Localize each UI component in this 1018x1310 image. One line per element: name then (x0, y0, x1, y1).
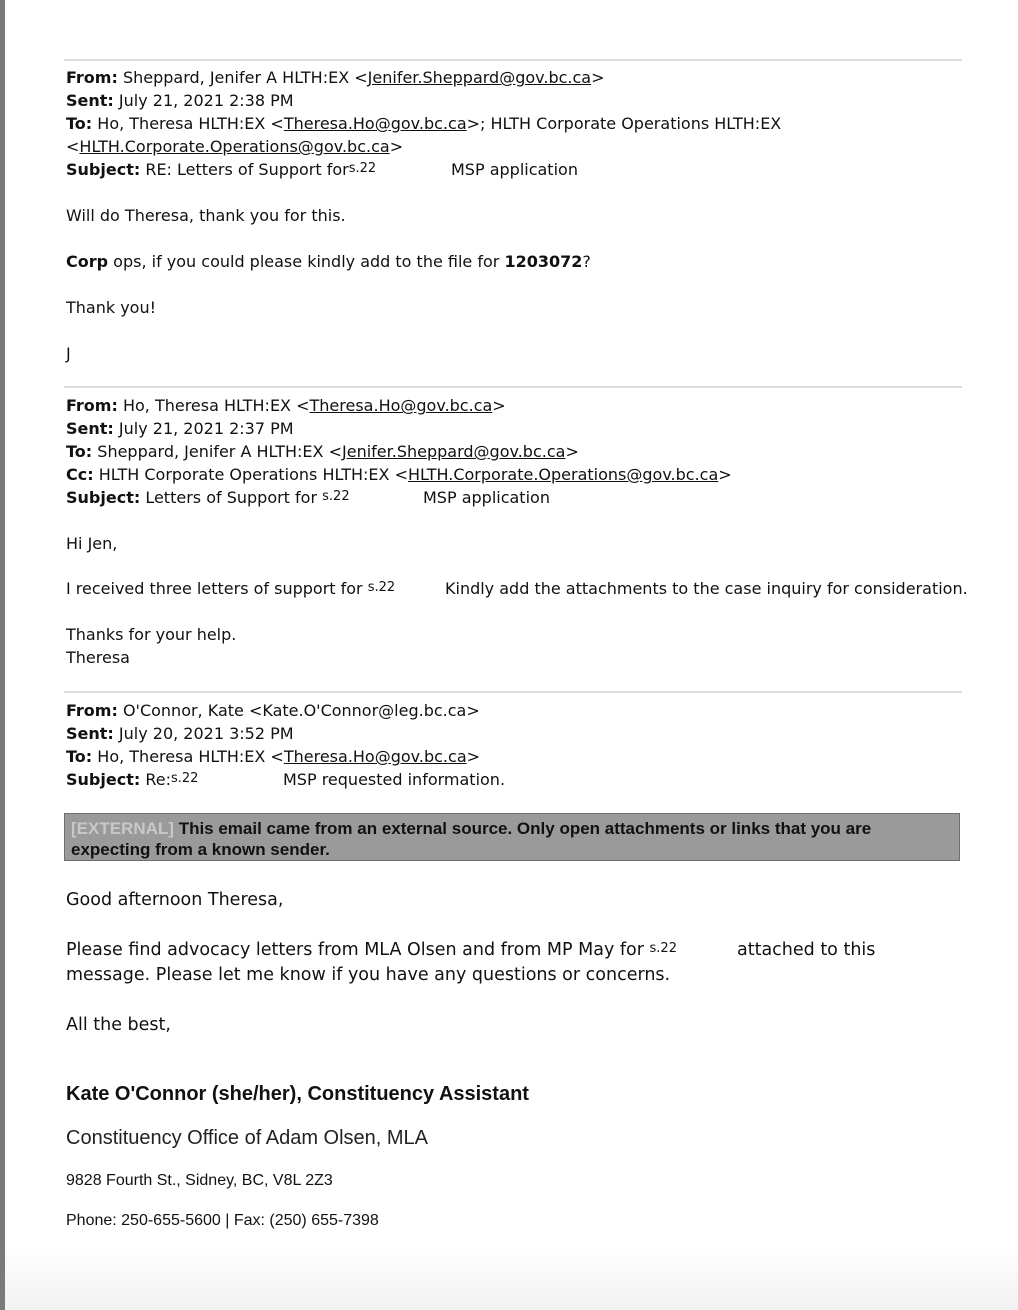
subject-text: RE: Letters of Support for (145, 160, 349, 179)
email1-to-line-2: <HLTH.Corporate.Operations@gov.bc.ca> (66, 137, 404, 156)
cc-label: Cc: (66, 465, 94, 484)
subject-text: Letters of Support for (145, 488, 318, 507)
to-label: To: (66, 114, 93, 133)
from-label: From: (66, 701, 118, 720)
to-email-link[interactable]: Theresa.Ho@gov.bc.ca (283, 747, 467, 766)
redaction-code: s.22 (348, 161, 377, 176)
email1-body-line: Will do Theresa, thank you for this. (66, 206, 346, 225)
signature-address: 9828 Fourth St., Sidney, BC, V8L 2Z3 (66, 1172, 333, 1189)
external-warning-banner (64, 813, 960, 861)
to-name-2: ; HLTH Corporate Operations HLTH:EX (480, 114, 782, 133)
sent-label: Sent: (66, 419, 114, 438)
email1-from-line: From: Sheppard, Jenifer A HLTH:EX <Jenifer.Sheppard@gov.bc.ca> (66, 68, 605, 87)
email3-body-line (66, 940, 677, 962)
signature-office: Constituency Office of Adam Olsen, MLA (66, 1127, 429, 1149)
email3-from-line (66, 701, 480, 721)
signature-phone: Phone: 250-655-5600 | Fax: (250) 655-7398 (66, 1212, 379, 1229)
external-warning-text: This email came from an external source. Only open attachments or links that you are expecting from a known sender. (71, 819, 872, 859)
email3-closing: All the best, (66, 1015, 171, 1035)
email2-greeting: Hi Jen, (66, 534, 118, 553)
to-email-link[interactable]: Jenifer.Sheppard@gov.bc.ca (342, 442, 566, 461)
sent-label: Sent: (66, 724, 114, 743)
email2-to-line: To: Sheppard, Jenifer A HLTH:EX <Jenifer.Sheppard@gov.bc.ca> (66, 442, 579, 461)
subject-label: Subject: (66, 770, 141, 789)
email3-to-line: To: Ho, Theresa HLTH:EX <Theresa.Ho@gov.bc.ca> (66, 747, 481, 766)
to-label: To: (66, 747, 93, 766)
email-separator (64, 691, 962, 693)
sent-date: July 21, 2021 2:37 PM (118, 419, 294, 438)
email2-body-line (66, 579, 395, 601)
to-name: Ho, Theresa HLTH:EX (97, 747, 266, 766)
email3-subject-line (66, 770, 198, 792)
email3-body-line-2: message. Please let me know if you have any questions or concerns. (66, 965, 671, 985)
signature-name: Kate O'Connor (she/her), Constituency Assistant (66, 1083, 529, 1105)
file-number: 1203072 (504, 252, 583, 271)
email2-subject-line (66, 488, 350, 510)
cc-email-link[interactable]: HLTH.Corporate.Operations@gov.bc.ca (407, 465, 719, 484)
body-text: ops, if you could please kindly add to the file for (108, 252, 505, 271)
sent-label: Sent: (66, 91, 114, 110)
email1-initial: J (66, 344, 71, 363)
redaction-code: s.22 (322, 489, 350, 504)
left-edge-bar (0, 0, 5, 1310)
email1-to-line: To: Ho, Theresa HLTH:EX <Theresa.Ho@gov.bc.ca>; HLTH Corporate Operations HLTH:EX (66, 114, 782, 133)
email3-subject-end: MSP requested information. (283, 770, 506, 789)
email2-from-line: From: Ho, Theresa HLTH:EX <Theresa.Ho@gov.bc.ca> (66, 396, 506, 415)
from-label: From: (66, 396, 118, 415)
from-name: O'Connor, Kate <Kate.O'Connor@leg.bc.ca> (122, 701, 480, 720)
bold-text: Corp (66, 252, 109, 271)
cc-name: HLTH Corporate Operations HLTH:EX (98, 465, 390, 484)
from-label: From: (66, 68, 118, 87)
email2-sent-line (66, 419, 294, 439)
from-name: Ho, Theresa HLTH:EX (122, 396, 292, 415)
email-separator (64, 386, 962, 388)
email3-body-end: attached to this (737, 940, 876, 960)
subject-label: Subject: (66, 160, 141, 179)
email2-cc-line: Cc: HLTH Corporate Operations HLTH:EX <HLTH.Corporate.Operations@gov.bc.ca> (66, 465, 732, 484)
from-email-link[interactable]: Jenifer.Sheppard@gov.bc.ca (367, 68, 592, 87)
email-separator (64, 59, 962, 61)
to-email-link[interactable]: Theresa.Ho@gov.bc.ca (283, 114, 467, 133)
redaction-code: s.22 (649, 941, 677, 956)
from-name: Sheppard, Jenifer A HLTH:EX (122, 68, 350, 87)
email2-subject-end: MSP application (423, 488, 550, 507)
page-bottom-shade (5, 1245, 1018, 1310)
to-name: Sheppard, Jenifer A HLTH:EX (97, 442, 324, 461)
redaction-code: s.22 (170, 771, 199, 786)
email3-greeting: Good afternoon Theresa, (66, 890, 284, 910)
email1-subject-line (66, 160, 376, 182)
email1-body-line-2 (66, 252, 591, 272)
sent-date: July 21, 2021 2:38 PM (118, 91, 294, 110)
sent-date: July 20, 2021 3:52 PM (118, 724, 294, 743)
from-email-link[interactable]: Theresa.Ho@gov.bc.ca (309, 396, 493, 415)
email1-body-line-3: Thank you! (66, 298, 157, 317)
to-email-link-2[interactable]: HLTH.Corporate.Operations@gov.bc.ca (79, 137, 390, 156)
body-text-end: ? (582, 252, 591, 271)
body-text: I received three letters of support for (66, 579, 363, 598)
email3-sent-line (66, 724, 294, 744)
email1-subject-end: MSP application (451, 160, 578, 179)
external-tag: [EXTERNAL] (71, 819, 174, 838)
email2-thanks: Thanks for your help. (66, 625, 237, 644)
body-text: Please find advocacy letters from MLA Olsen and from MP May for (66, 940, 644, 960)
email1-sent-line (66, 91, 294, 111)
to-label: To: (66, 442, 93, 461)
email2-signoff: Theresa (66, 648, 130, 667)
to-name: Ho, Theresa HLTH:EX (97, 114, 266, 133)
email2-body-end: Kindly add the attachments to the case inquiry for consideration. (445, 579, 968, 598)
subject-label: Subject: (66, 488, 141, 507)
subject-text: Re: (145, 770, 171, 789)
redaction-code: s.22 (367, 580, 396, 595)
